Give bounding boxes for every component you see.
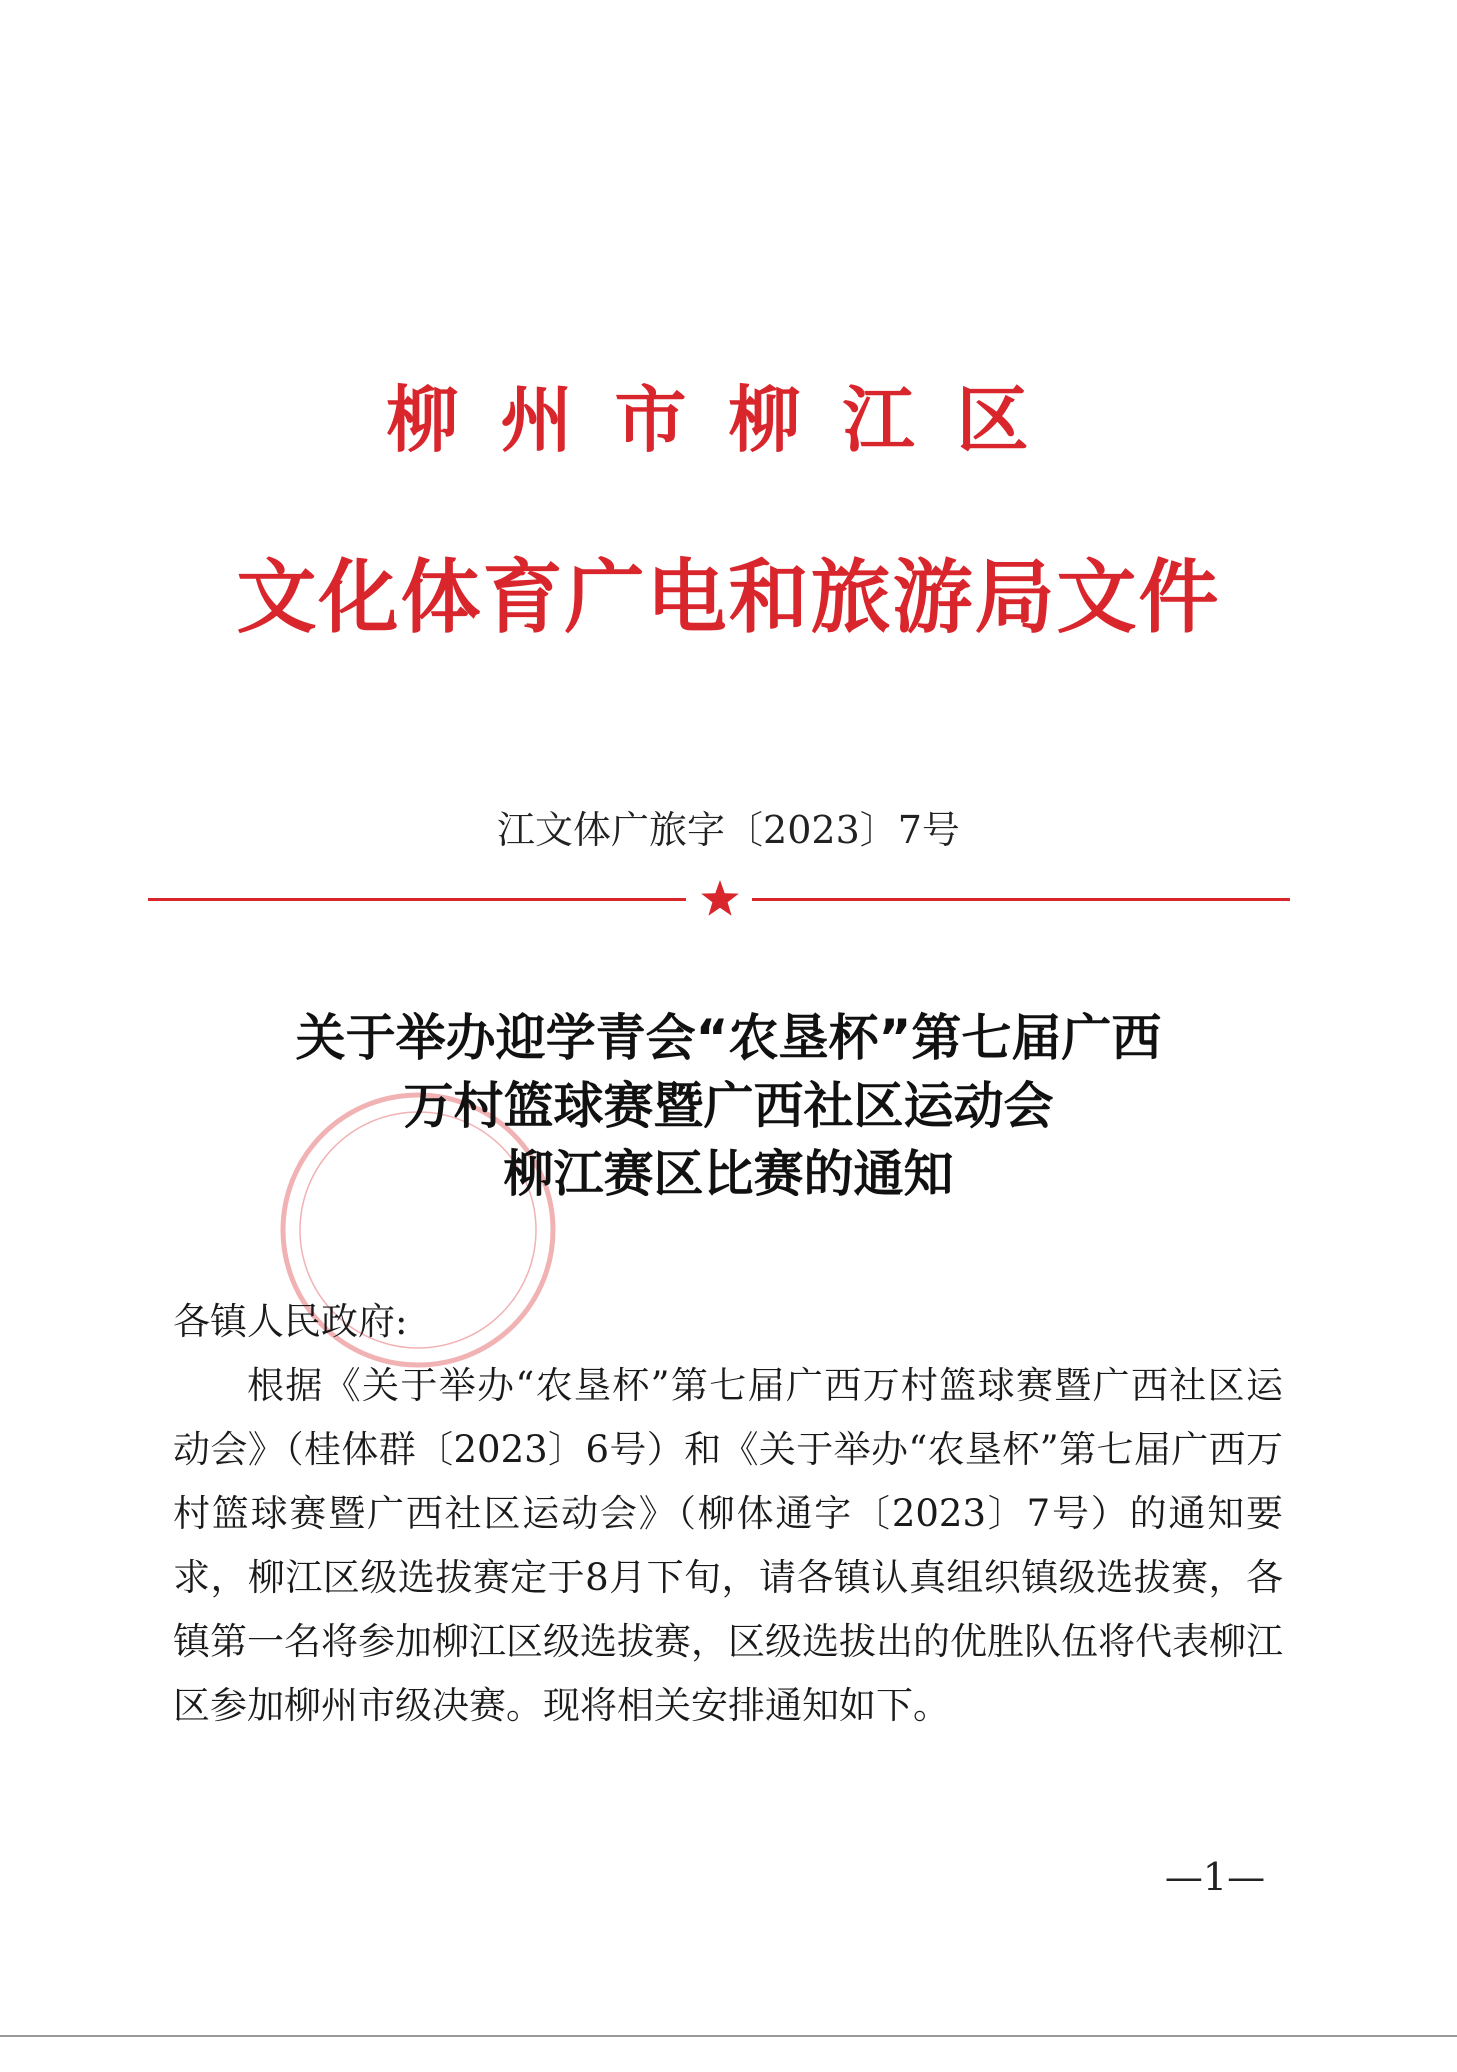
issuer-header-line-1: 柳州市柳江区	[386, 378, 1071, 462]
title-line-1: 关于举办迎学青会“农垦杯”第七届广西	[295, 1009, 1162, 1067]
body-paragraph: 根据《关于举办“农垦杯”第七届广西万村篮球赛暨广西社区运动会》（桂体群〔2023〕6号）和《关于举办“农垦杯”第七届广西万村篮球赛暨广西社区运动会》（柳体通字〔2023〕7号）的通知要求，柳江区级选拔赛定于8月下旬，请各镇认真组织镇级选拔赛，各镇第一名将参加柳江区级选拔赛，区级选拔出的优胜队伍将代表柳江区参加柳州市级决赛。现将相关安排通知如下。	[173, 1364, 1283, 1727]
bottom-edge-rule	[0, 2035, 1457, 2037]
divider-line-left	[148, 898, 686, 901]
notice-title	[0, 1004, 1457, 1208]
salutation: 各镇人民政府:	[173, 1300, 408, 1343]
star-icon	[700, 878, 740, 918]
divider-line-right	[752, 898, 1290, 901]
title-line-2: 万村篮球赛暨广西社区运动会	[403, 1077, 1054, 1135]
page-number: —1—	[1164, 1855, 1266, 1899]
issuer-header-line-2: 文化体育广电和旅游局文件	[236, 551, 1221, 644]
title-line-3: 柳江赛区比赛的通知	[503, 1145, 954, 1203]
red-divider	[148, 884, 1290, 914]
notice-body	[173, 1290, 1283, 1738]
document-number: 江文体广旅字〔2023〕7号	[497, 808, 960, 852]
